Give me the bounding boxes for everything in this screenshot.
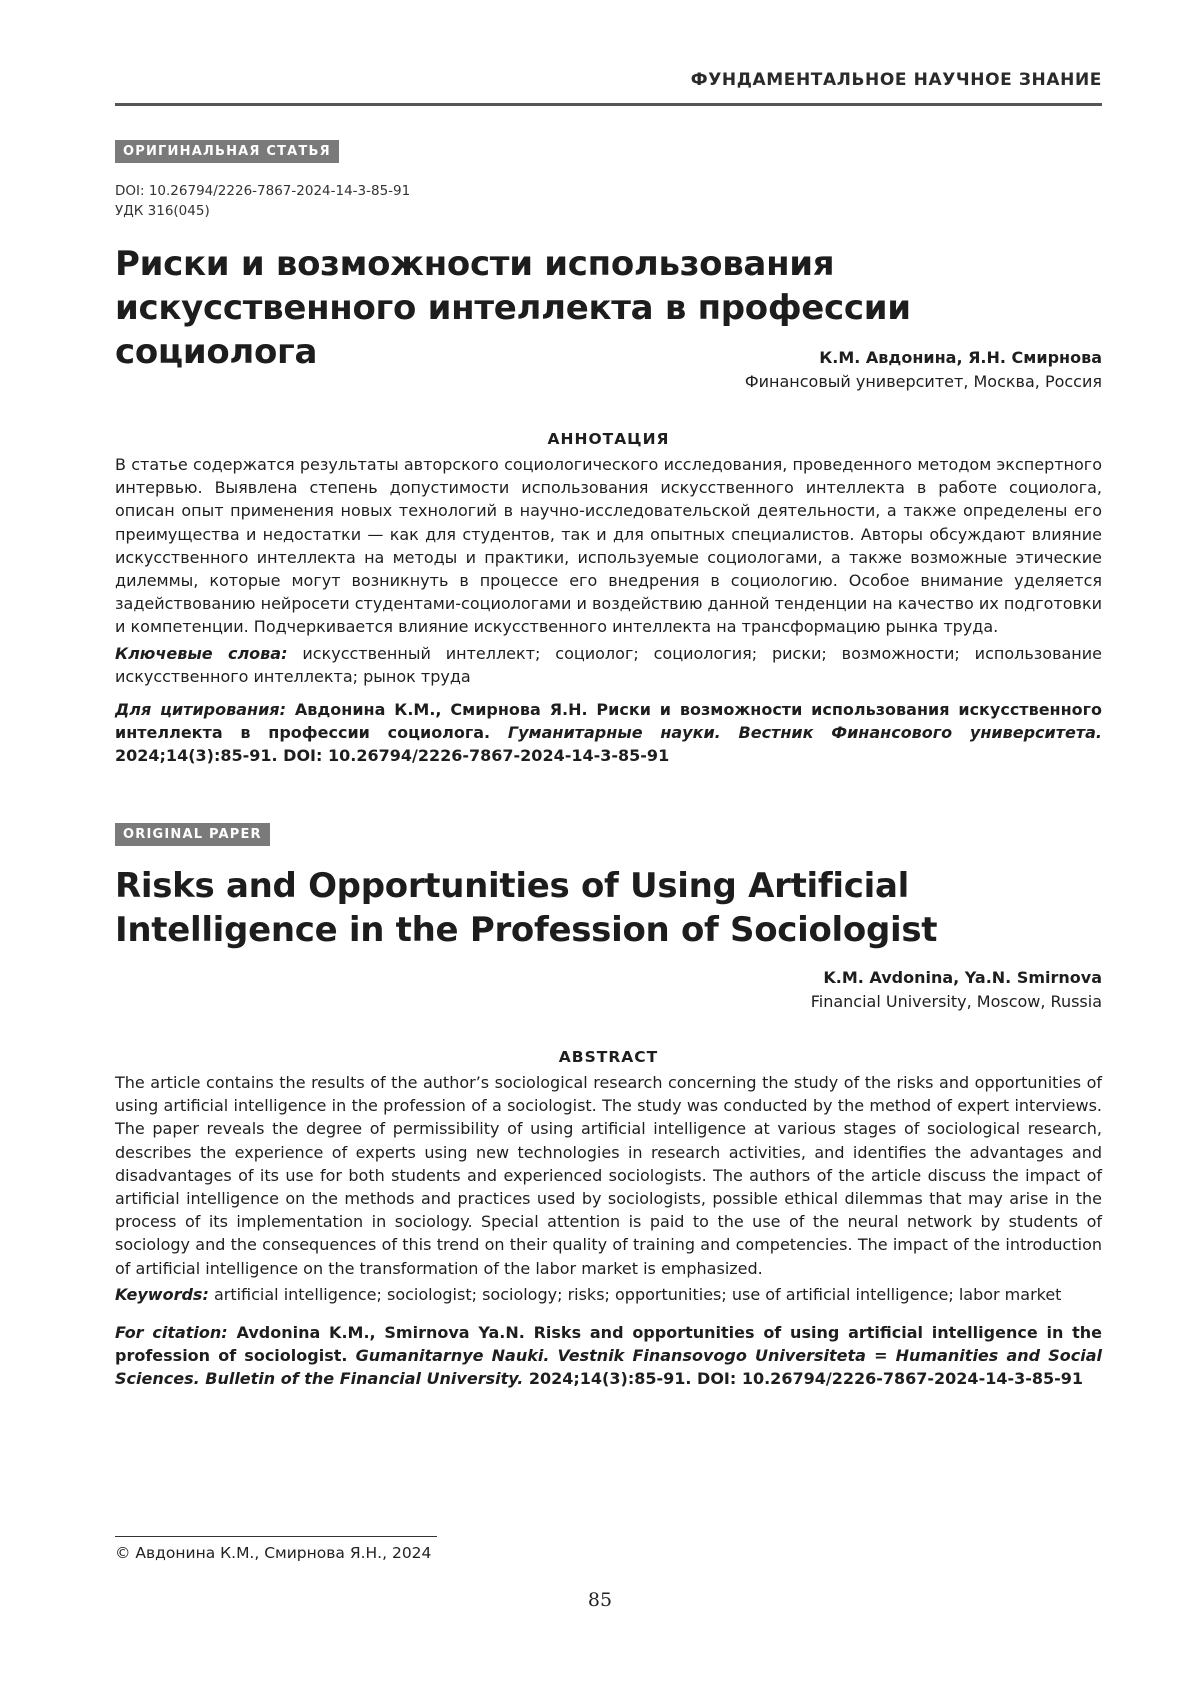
keywords-en bbox=[115, 1283, 1102, 1306]
doi: DOI: 10.26794/2226-7867-2024-14-3-85-91 bbox=[115, 181, 410, 201]
keywords-list-ru: искусственный интеллект; социолог; социология; риски; возможности; использование искусственного интеллекта; рынок труда bbox=[115, 644, 1102, 686]
abstract-text-ru: В статье содержатся результаты авторского социологического исследования, проведенного методом экспертного интервью. Выявлена степень допустимости использования искусственного интеллекта в работе социолога, описан опыт применения новых технологий в научно-исследовательской деятельности, а также определены его преимущества и недостатки — как для студентов, так и для опытных специалистов. Авторы обсуждают влияние искусственного интеллекта на методы и практики, используемые социологами, а также возможные этические дилеммы, которые могут возникнуть в процессе его внедрения в социологию. Особое внимание уделяется задействованию нейросети студентами-социологами и воздействию данной тенденции на качество их подготовки и компетенции. Подчеркивается влияние искусственного интеллекта на трансформацию рынка труда. bbox=[115, 453, 1102, 639]
citation-journal-ru: Гуманитарные науки. Вестник Финансового университета. bbox=[508, 723, 1102, 742]
article-meta bbox=[115, 181, 410, 221]
authors-block-en bbox=[811, 966, 1102, 1014]
running-head: ФУНДАМЕНТАЛЬНОЕ НАУЧНОЕ ЗНАНИЕ bbox=[691, 70, 1102, 90]
citation-ru bbox=[115, 698, 1102, 768]
affiliation-en: Financial University, Moscow, Russia bbox=[811, 990, 1102, 1014]
copyright-note: © Авдонина К.М., Смирнова Я.Н., 2024 bbox=[115, 1544, 431, 1562]
affiliation-ru: Финансовый университет, Москва, Россия bbox=[745, 370, 1102, 394]
article-type-badge-en: ORIGINAL PAPER bbox=[115, 823, 270, 846]
abstract-heading-en: ABSTRACT bbox=[115, 1048, 1102, 1066]
citation-label-ru: Для цитирования: bbox=[115, 700, 286, 719]
page-number: 85 bbox=[0, 1589, 1200, 1611]
abstract-heading-ru: АННОТАЦИЯ bbox=[115, 430, 1102, 448]
keywords-list-en: artificial intelligence; sociologist; sociology; risks; opportunities; use of artificial intelligence; labor market bbox=[214, 1285, 1062, 1304]
footnote-rule bbox=[115, 1536, 437, 1537]
citation-label-en: For citation: bbox=[115, 1323, 228, 1342]
author-names-en: K.M. Avdonina, Ya.N. Smirnova bbox=[811, 966, 1102, 990]
citation-tail-ru: 2024;14(3):85-91. DOI: 10.26794/2226-7867-2024-14-3-85-91 bbox=[115, 746, 669, 765]
keywords-ru bbox=[115, 642, 1102, 688]
author-names-ru: К.М. Авдонина, Я.Н. Смирнова bbox=[745, 346, 1102, 370]
authors-block-ru bbox=[745, 346, 1102, 394]
header-rule bbox=[115, 103, 1102, 106]
citation-tail-en: 2024;14(3):85-91. DOI: 10.26794/2226-7867-2024-14-3-85-91 bbox=[529, 1369, 1083, 1388]
udk: УДК 316(045) bbox=[115, 201, 410, 221]
citation-en bbox=[115, 1321, 1102, 1391]
journal-page bbox=[0, 0, 1200, 1697]
article-type-badge-ru: ОРИГИНАЛЬНАЯ СТАТЬЯ bbox=[115, 140, 339, 163]
article-title-en: Risks and Opportunities of Using Artificial Intelligence in the Profession of Sociologist bbox=[115, 864, 1105, 952]
article-title-ru: Риски и возможности использования искусственного интеллекта в профессии социолога bbox=[115, 242, 1105, 374]
citation-authors-title-ru: Авдонина К.М., Смирнова Я.Н. Риски и возможности использования искусственного интеллекта в профессии социолога. bbox=[115, 700, 1102, 742]
citation-authors-title-en: Avdonina K.M., Smirnova Ya.N. Risks and opportunities of using artificial intelligence in the profession of sociologist. bbox=[115, 1323, 1102, 1365]
keywords-label-ru: Ключевые слова: bbox=[115, 644, 288, 663]
citation-journal-en: Gumanitarnye Nauki. Vestnik Finansovogo Universiteta = Humanities and Social Sciences. Bulletin of the Financial University. bbox=[115, 1346, 1102, 1388]
abstract-text-en: The article contains the results of the author’s sociological research concerning the study of the risks and opportunities of using artificial intelligence in the profession of a sociologist. The study was conducted by the method of expert interviews. The paper reveals the degree of permissibility of using artificial intelligence at various stages of sociological research, describes the experience of experts using new technologies in research activities, and identifies the advantages and disadvantages of its use for both students and experienced sociologists. The authors of the article discuss the impact of artificial intelligence on the methods and practices used by sociologists, possible ethical dilemmas that may arise in the process of its implementation in sociology. Special attention is paid to the use of the neural network by students of sociology and the consequences of this trend on their quality of training and competencies. The impact of the introduction of artificial intelligence on the transformation of the labor market is emphasized. bbox=[115, 1071, 1102, 1280]
keywords-label-en: Keywords: bbox=[115, 1285, 209, 1304]
